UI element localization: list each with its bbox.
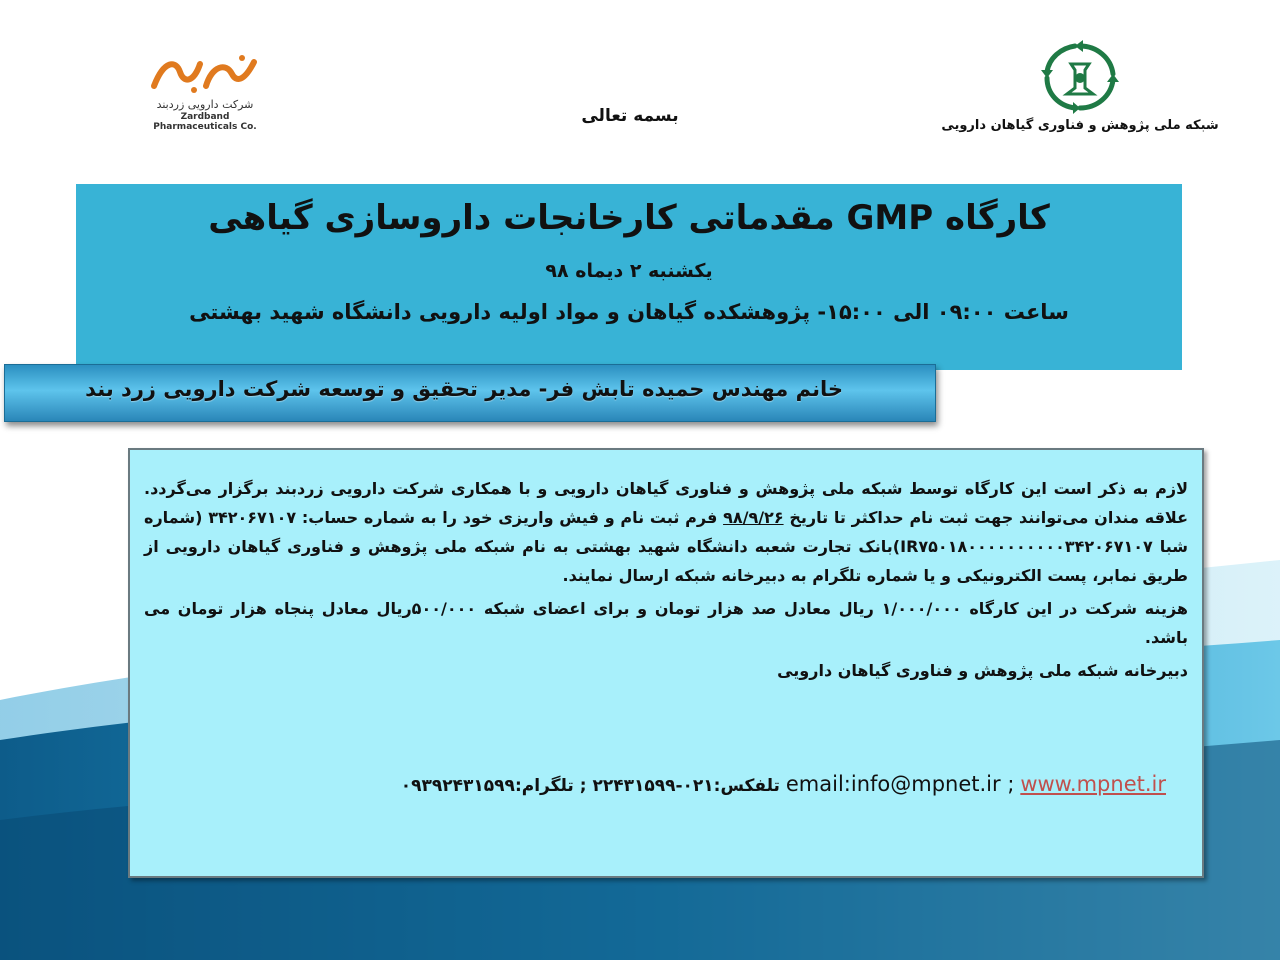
contact-line xyxy=(246,772,1166,796)
contact-phone: تلفکس:۰۲۱-۲۲۴۳۱۵۹۹ ; تلگرام:۰۹۳۹۲۴۳۱۵۹۹ xyxy=(400,776,780,796)
info-text xyxy=(144,474,1188,689)
secretariat-line: دبیرخانه شبکه ملی پژوهش و فناوری گیاهان دارویی xyxy=(777,661,1188,680)
info-panel xyxy=(128,448,1204,878)
registration-paragraph xyxy=(144,474,1188,590)
network-logo xyxy=(920,40,1240,158)
zardband-logo xyxy=(140,52,270,144)
website-link[interactable]: www.mpnet.ir xyxy=(1020,772,1166,796)
workshop-header xyxy=(76,184,1182,370)
fee-paragraph: هزینه شرکت در این کارگاه ۱/۰۰۰/۰۰۰ ریال معادل صد هزار تومان و برای اعضای شبکه ۵۰۰/۰۰۰ریال معادل پنجاه هزار تومان می باشد. xyxy=(144,599,1188,647)
workshop-time-location: ساعت ۰۹:۰۰ الی ۱۵:۰۰- پژوهشکده گیاهان و مواد اولیه دارویی دانشگاه شهید بهشتی xyxy=(189,300,1069,324)
network-name: شبکه ملی پژوهش و فناوری گیاهان دارویی xyxy=(941,118,1219,133)
zardband-name-fa: شرکت دارویی زردبند xyxy=(156,98,254,111)
speaker-banner xyxy=(4,364,936,422)
registration-text-start: لازم به ذکر است این کارگاه توسط شبکه ملی پژوهش و فناوری گیاهان دارویی و با همکاری شرکت دارویی زردبند برگزار می‌گردد. علاقه مندان می‌توانند جهت ثبت نام حداکثر تا تاریخ xyxy=(144,479,1188,527)
workshop-title: کارگاه GMP مقدماتی کارخانجات داروسازی گیاهی xyxy=(208,198,1050,238)
bismillah-heading: بسمه تعالی xyxy=(581,106,679,126)
workshop-date: یکشنبه ۲ دیماه ۹۸ xyxy=(545,260,713,282)
registration-deadline: ۹۸/۹/۲۶ xyxy=(723,508,784,527)
zardband-name-en: Zardband Pharmaceuticals Co. xyxy=(153,112,257,132)
speaker-name: خانم مهندس حمیده تابش فر- مدیر تحقیق و توسعه شرکت دارویی زرد بند xyxy=(85,377,843,401)
registration-text-end: فرم ثبت نام و فیش واریزی خود را به شماره حساب: ۳۴۲۰۶۷۱۰۷ (شماره شبا IR۷۵۰۱۸۰۰۰۰۰۰۰۰۰۰۳۴۲۰۶۷۱۰۷)بانک تجارت شعبه دانشگاه شهید بهشتی به نام شبکه ملی پژوهش و فناوری گیاهان دارویی از طریق نمابر، پست الکترونیکی و یا شماره تلگرام به دبیرخانه شبکه ارسال نمایند. xyxy=(144,508,1188,585)
network-logo-mark xyxy=(1041,40,1119,114)
contact-email: email:info@mpnet.ir ; xyxy=(785,772,1015,796)
zardband-logo-mark xyxy=(146,52,264,96)
